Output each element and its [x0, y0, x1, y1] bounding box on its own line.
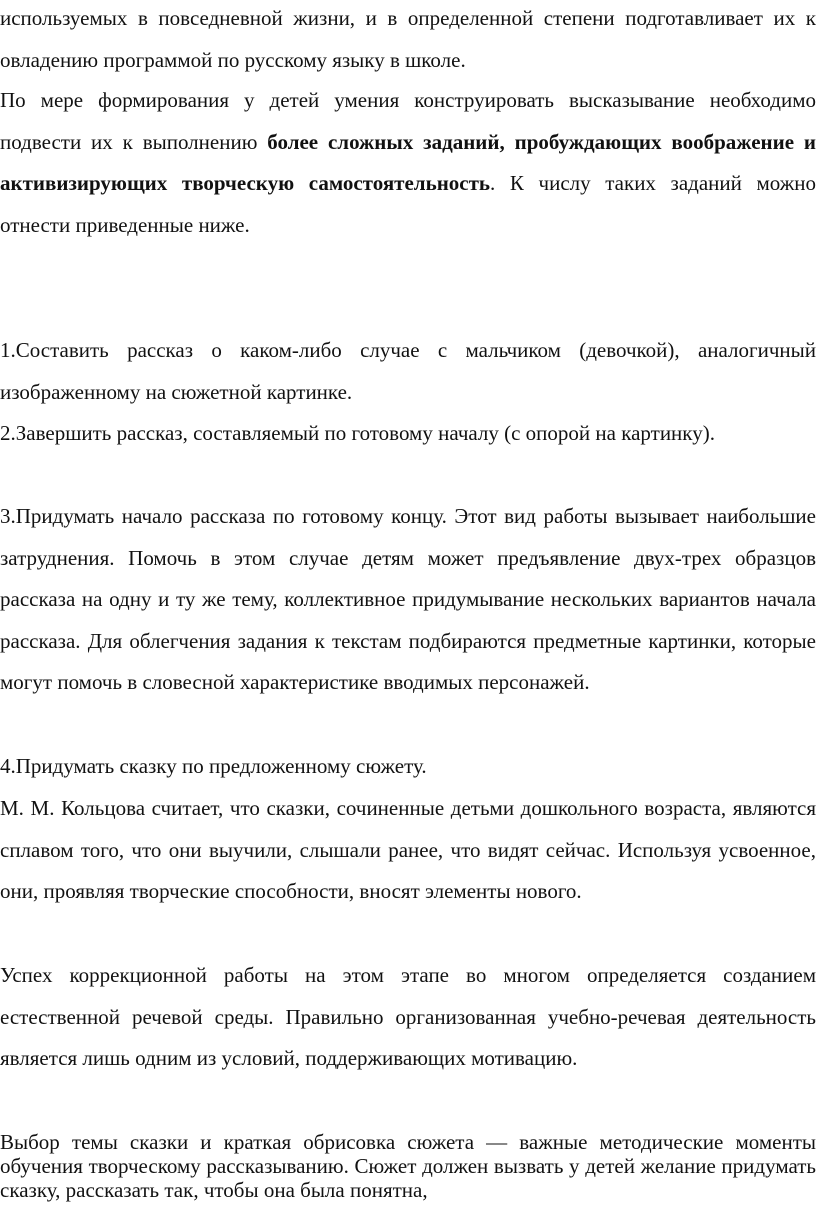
paragraph-complex-tasks-start: По мере формирования у детей умения конструировать высказывание необходимо подвести их к выполнению — [0, 88, 816, 154]
list-item-3: 3.Придумать начало рассказа по готовому концу. Этот вид работы вызывает наибольшие затруднения. Помочь в этом случае детям может предъявление двух-трех образцов рассказа на одну и ту же тему, коллективное придумывание нескольких вариантов начала рассказа. Для облегчения задания к текстам подбираются предметные картинки, которые могут помочь в словесной характеристике вводимых персонажей. — [0, 504, 816, 694]
paragraph-fairy-tale-theme: Выбор темы сказки и краткая обрисовка сюжета — важные методические моменты обучения творческому рассказыванию. Сюжет должен вызвать у детей желание придумать сказку, рассказать так, чтобы она была понятна, — [0, 1130, 816, 1202]
bold-phrase: более сложных заданий, пробуждающих воображение и активизирующих творческую самостоятельность — [0, 129, 816, 195]
list-item-2: 2.Завершить рассказ, составляемый по готовому началу (с опорой на картинку). — [0, 421, 715, 445]
list-item-4: 4.Придумать сказку по предложенному сюжету. — [0, 754, 427, 778]
paragraph-correction-success: Успех коррекционной работы на этом этапе во многом определяется созданием естественной речевой среды. Правильно организованная учебно-речевая деятельность является лишь одним из условий, поддерживающих мотивацию. — [0, 963, 816, 1070]
paragraph-intro-continuation: используемых в повседневной жизни, и в определенной степени подготавливает их к овладению программой по русскому языку в школе. — [0, 6, 816, 72]
paragraph-complex-tasks — [0, 80, 816, 246]
list-item-1: 1.Составить рассказ о каком-либо случае с мальчиком (девочкой), аналогичный изображенному на сюжетной картинке. — [0, 338, 816, 404]
paragraph-complex-tasks-end: . К числу таких заданий можно отнести приведенные ниже. — [0, 171, 816, 237]
paragraph-koltsova: М. М. Кольцова считает, что сказки, сочиненные детьми дошкольного возраста, являются сплавом того, что они выучили, слышали ранее, что видят сейчас. Используя усвоенное, они, проявляя творческие способности, вносят элементы нового. — [0, 796, 816, 903]
